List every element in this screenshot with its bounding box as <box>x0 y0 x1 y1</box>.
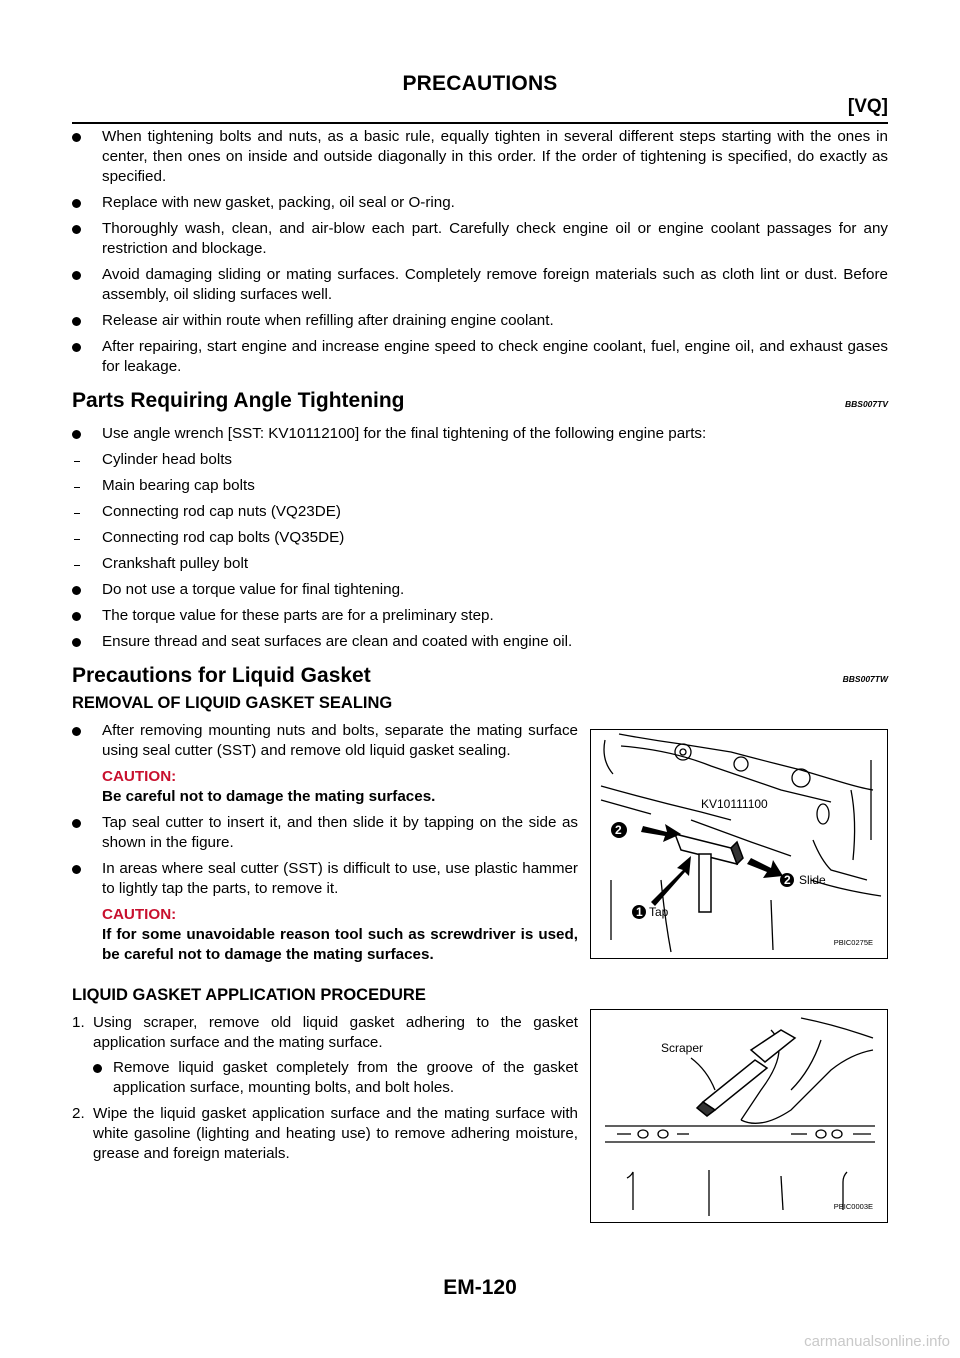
list-item: Cylinder head bolts <box>72 450 888 470</box>
caution-note <box>102 905 578 965</box>
list-item: After removing mounting nuts and bolts, separate the mating surface using seal cutter (SST) and remove old liquid gasket sealing. CAUTION: Be careful not to damage the mating surfaces. <box>72 721 578 807</box>
list-item: Avoid damaging sliding or mating surfaces. Completely remove foreign materials such as cloth lint or dust. Before assembly, oil sliding surfaces well. <box>72 265 888 305</box>
dash-icon <box>74 461 80 462</box>
list-item: Do not use a torque value for final tightening. <box>72 580 888 600</box>
list-item: 1. Using scraper, remove old liquid gasket adhering to the gasket application surface and the mating surface. Remove liquid gasket completely from the groove of the gasket application surface, mounting bolts, and bolt holes. <box>72 1014 578 1096</box>
dash-icon <box>74 487 80 488</box>
figure-code: PBIC0275E <box>833 938 873 947</box>
bullet-icon <box>72 133 81 142</box>
bullet-icon <box>72 317 81 326</box>
page-title: PRECAUTIONS <box>402 72 558 95</box>
bullet-icon <box>72 612 81 621</box>
bullet-icon <box>72 343 81 352</box>
list-item: Connecting rod cap nuts (VQ23DE) <box>72 502 888 522</box>
caution-text: Be careful not to damage the mating surfaces. <box>102 788 436 805</box>
section-title: Parts Requiring Angle Tightening <box>72 389 405 412</box>
list-item: Ensure thread and seat surfaces are clean and coated with engine oil. <box>72 632 888 652</box>
list-item: Tap seal cutter to insert it, and then slide it by tapping on the side as shown in the figure. <box>72 813 578 853</box>
bullet-icon <box>72 819 81 828</box>
bullet-icon <box>72 225 81 234</box>
list-item: In areas where seal cutter (SST) is difficult to use, use plastic hammer to lightly tap the parts, to remove it. CAUTION: If for some unavoidable reason tool such as screwdriver is used, be careful not to damage the mating surfaces. <box>72 859 578 965</box>
dash-icon <box>74 539 80 540</box>
subheading-removal: REMOVAL OF LIQUID GASKET SEALING <box>72 694 393 712</box>
removal-block <box>72 721 888 971</box>
caution-text: If for some unavoidable reason tool such as screwdriver is used, be careful not to damage the mating surfaces. <box>102 926 578 963</box>
list-item: When tightening bolts and nuts, as a basic rule, equally tighten in several different steps starting with the ones in center, then ones on inside and outside diagonally in this order. If the order of tightening is specified, do exactly as specified. <box>72 127 888 187</box>
section-angle-header <box>72 391 888 414</box>
bullet-icon <box>72 727 81 736</box>
scraper-illustration <box>591 1010 887 1220</box>
dash-icon <box>74 565 80 566</box>
page-content <box>72 127 888 1223</box>
list-item: Main bearing cap bolts <box>72 476 888 496</box>
title-rule <box>72 122 888 124</box>
bullet-icon <box>72 586 81 595</box>
tap-label: Tap <box>649 905 669 919</box>
callout-number: 2 <box>615 823 622 837</box>
figure-code: PBIC0003E <box>833 1202 873 1211</box>
list-item: 2. Wipe the liquid gasket application surface and the mating surface with white gasoline (lighting and heating use) to remove adhering moisture, grease and foreign materials. <box>72 1105 578 1162</box>
watermark: carmanualsonline.info <box>804 1333 950 1350</box>
figure-frame <box>590 729 888 959</box>
bullet-icon <box>72 430 81 439</box>
section-title: Precautions for Liquid Gasket <box>72 664 371 687</box>
seal-cutter-illustration <box>591 730 887 956</box>
bullet-icon <box>93 1064 102 1073</box>
callout-number: 1 <box>636 905 643 919</box>
slide-label: Slide <box>799 873 826 887</box>
dash-icon <box>74 513 80 514</box>
scraper-label: Scraper <box>661 1041 704 1055</box>
sub-list <box>93 1058 578 1098</box>
list-item: Replace with new gasket, packing, oil seal or O-ring. <box>72 193 888 213</box>
bullet-icon <box>72 199 81 208</box>
list-item: Crankshaft pulley bolt <box>72 554 888 574</box>
caution-note <box>102 767 578 807</box>
figure-seal-cutter <box>590 721 888 971</box>
angle-list <box>72 424 888 652</box>
list-item: After repairing, start engine and increase engine speed to check engine coolant, fuel, engine oil, and exhaust gases for leakage. <box>72 337 888 377</box>
caution-label: CAUTION: <box>102 768 177 785</box>
bullet-icon <box>72 638 81 647</box>
application-steps <box>72 1013 578 1164</box>
list-item: Remove liquid gasket completely from the groove of the gasket application surface, mounting bolts, and bolt holes. <box>93 1058 578 1098</box>
section-code: BBS007TW <box>842 674 888 684</box>
application-block <box>72 1013 888 1223</box>
list-item: Release air within route when refilling after draining engine coolant. <box>72 311 888 331</box>
bullet-icon <box>72 865 81 874</box>
figure-frame <box>590 1009 888 1223</box>
figure-scraper <box>590 1013 888 1223</box>
list-item: Use angle wrench [SST: KV10112100] for the final tightening of the following engine parts: <box>72 424 888 444</box>
page-number: EM-120 <box>443 1276 517 1299</box>
bullet-icon <box>72 271 81 280</box>
subheading-application: LIQUID GASKET APPLICATION PROCEDURE <box>72 986 426 1004</box>
callout-number: 2 <box>784 873 791 887</box>
tool-label: KV10111100 <box>701 797 768 811</box>
section-liquid-header <box>72 666 888 689</box>
list-item: Connecting rod cap bolts (VQ35DE) <box>72 528 888 548</box>
list-item: Thoroughly wash, clean, and air-blow each part. Carefully check engine oil or engine coolant passages for any restriction and blockage. <box>72 219 888 259</box>
removal-text <box>72 721 578 971</box>
list-item: The torque value for these parts are for a preliminary step. <box>72 606 888 626</box>
page-subtitle: [VQ] <box>847 96 888 117</box>
section-code: BBS007TV <box>845 399 888 409</box>
caution-label: CAUTION: <box>102 906 177 923</box>
application-text <box>72 1013 578 1223</box>
removal-list <box>72 721 578 965</box>
intro-bullet-list <box>72 127 888 377</box>
